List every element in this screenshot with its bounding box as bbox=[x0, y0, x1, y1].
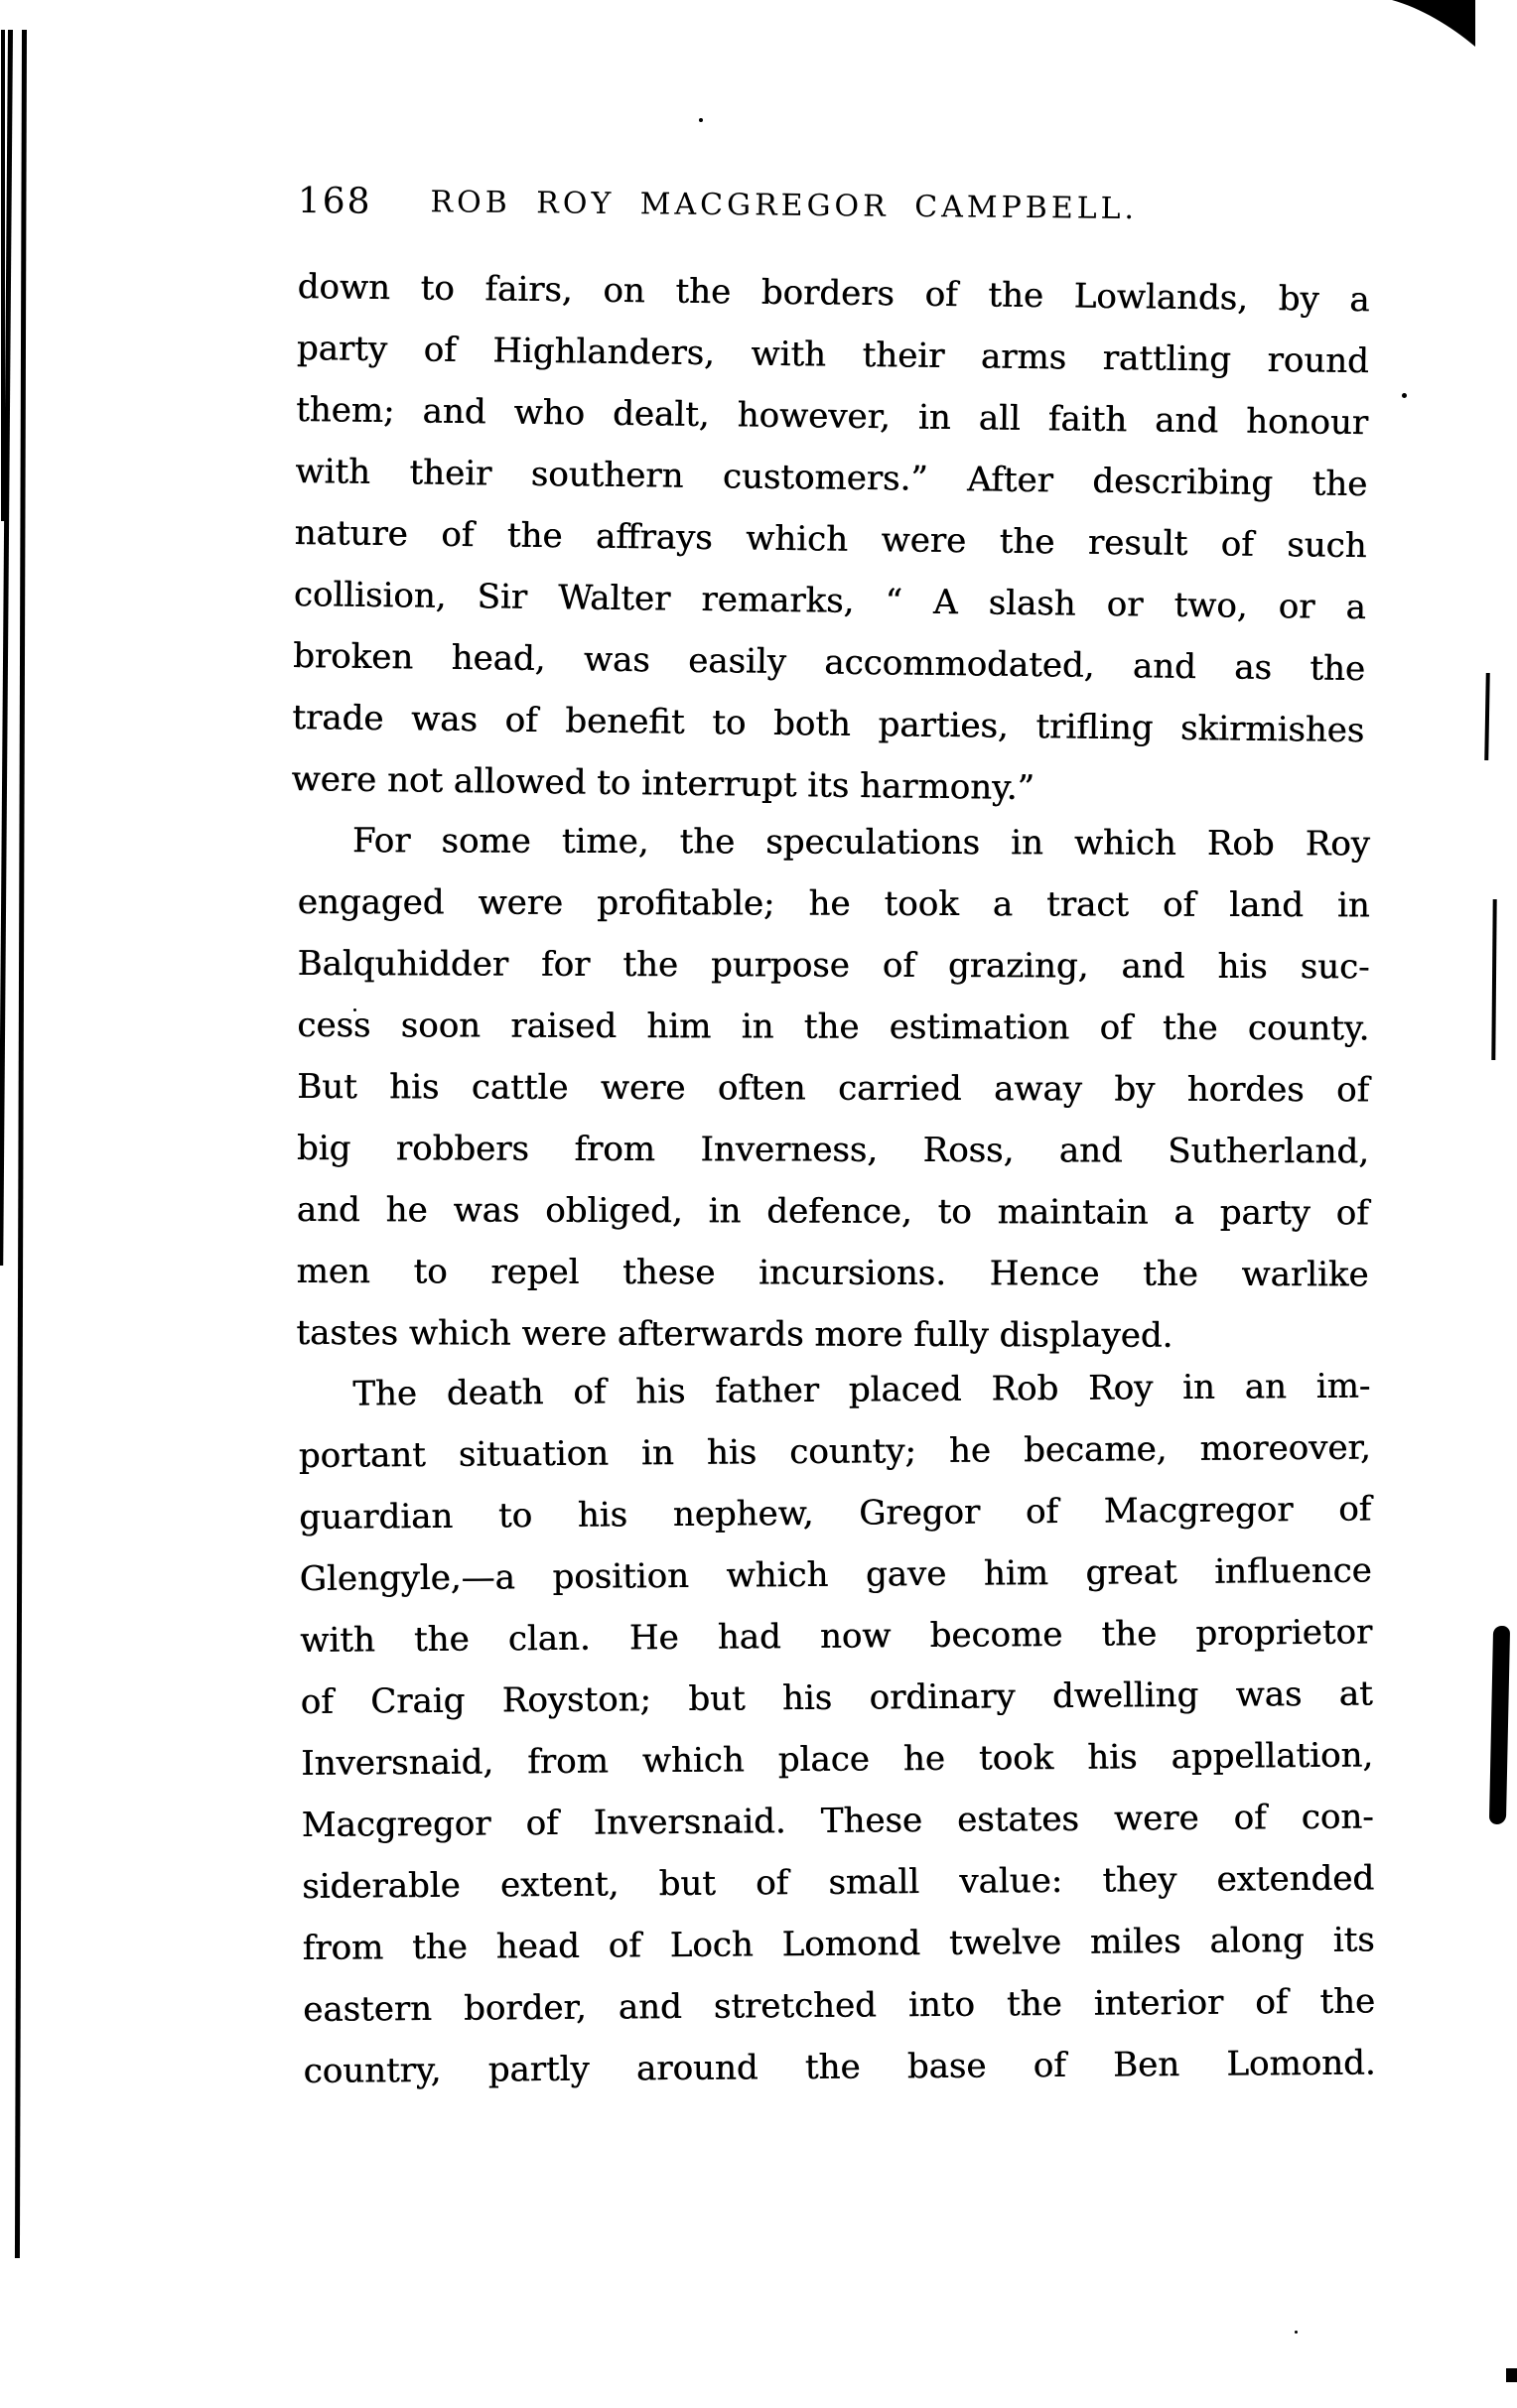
text-line: portant situation in his county; he became, moreover, bbox=[298, 1427, 1371, 1476]
text-line: siderable extent, but of small value: they extended bbox=[301, 1858, 1375, 1907]
text-line: were not allowed to interrupt its harmony.” bbox=[291, 758, 1035, 809]
corner-mark bbox=[1506, 2368, 1517, 2382]
edge-mark bbox=[1484, 673, 1490, 760]
text-line: But his cattle were often carried away by hordes of bbox=[297, 1066, 1370, 1111]
text-line: eastern border, and stretched into the interior of the bbox=[302, 1981, 1376, 2030]
text-line: nature of the affrays which were the result of such bbox=[294, 512, 1367, 567]
body-text bbox=[291, 256, 1376, 2102]
text-line: and he was obliged, in defence, to maintain a party of bbox=[296, 1189, 1369, 1234]
paragraph bbox=[291, 256, 1370, 823]
ink-speck bbox=[699, 118, 703, 122]
text-line: them; and who dealt, however, in all faith and honour bbox=[295, 389, 1369, 444]
page-number: 168 bbox=[297, 181, 372, 222]
edge-mark bbox=[1491, 899, 1496, 1060]
text-line: Glengyle,—a position which gave him great influence bbox=[299, 1550, 1372, 1599]
text-line: with their southern customers.” After describing the bbox=[295, 451, 1368, 505]
text-line: cess soon raised him in the estimation of the county. bbox=[297, 1004, 1370, 1049]
text-line: country, partly around the base of Ben Lomond. bbox=[303, 2043, 1376, 2091]
ink-speck bbox=[1295, 2331, 1298, 2334]
text-line: down to fairs, on the borders of the Lowlands, by a bbox=[297, 266, 1370, 321]
text-line: of Craig Royston; but his ordinary dwelling was at bbox=[300, 1673, 1373, 1722]
ink-speck bbox=[1402, 393, 1407, 398]
text-line: For some time, the speculations in which Rob Roy bbox=[351, 821, 1370, 865]
text-line: from the head of Loch Lomond twelve miles along its bbox=[302, 1920, 1375, 1968]
text-line: party of Highlanders, with their arms rattling round bbox=[296, 328, 1370, 382]
running-title: ROB ROY MACGREGOR CAMPBELL. bbox=[430, 185, 1139, 227]
running-header bbox=[0, 178, 1517, 240]
text-line: with the clan. He had now become the proprietor bbox=[300, 1612, 1373, 1661]
text-line: tastes which were afterwards more fully displayed. bbox=[296, 1312, 1173, 1356]
text-line: Balquhidder for the purpose of grazing, and his suc- bbox=[297, 943, 1370, 988]
paragraph bbox=[298, 1356, 1376, 2102]
page-curl-shadow bbox=[1385, 0, 1517, 60]
text-line: The death of his father placed Rob Roy in an im- bbox=[352, 1366, 1371, 1414]
text-line: broken head, was easily accommodated, and as the bbox=[292, 635, 1366, 690]
text-line: Macgregor of Inversnaid. These estates were of con- bbox=[301, 1797, 1374, 1845]
text-line: men to repel these incursions. Hence the warlike bbox=[296, 1251, 1369, 1295]
edge-ink-blob bbox=[1489, 1626, 1510, 1824]
text-line: collision, Sir Walter remarks, “ A slash or two, or a bbox=[293, 574, 1366, 628]
text-line: big robbers from Inverness, Ross, and Sutherland, bbox=[296, 1128, 1369, 1172]
text-line: Inversnaid, from which place he took his appellation, bbox=[301, 1735, 1374, 1784]
text-line: trade was of benefit to both parties, trifling skirmishes bbox=[292, 697, 1365, 751]
paragraph bbox=[296, 810, 1370, 1367]
text-line: guardian to his nephew, Gregor of Macgregor of bbox=[299, 1489, 1372, 1538]
text-line: engaged were profitable; he took a tract of land in bbox=[297, 881, 1370, 926]
binding-mark bbox=[15, 30, 27, 2258]
